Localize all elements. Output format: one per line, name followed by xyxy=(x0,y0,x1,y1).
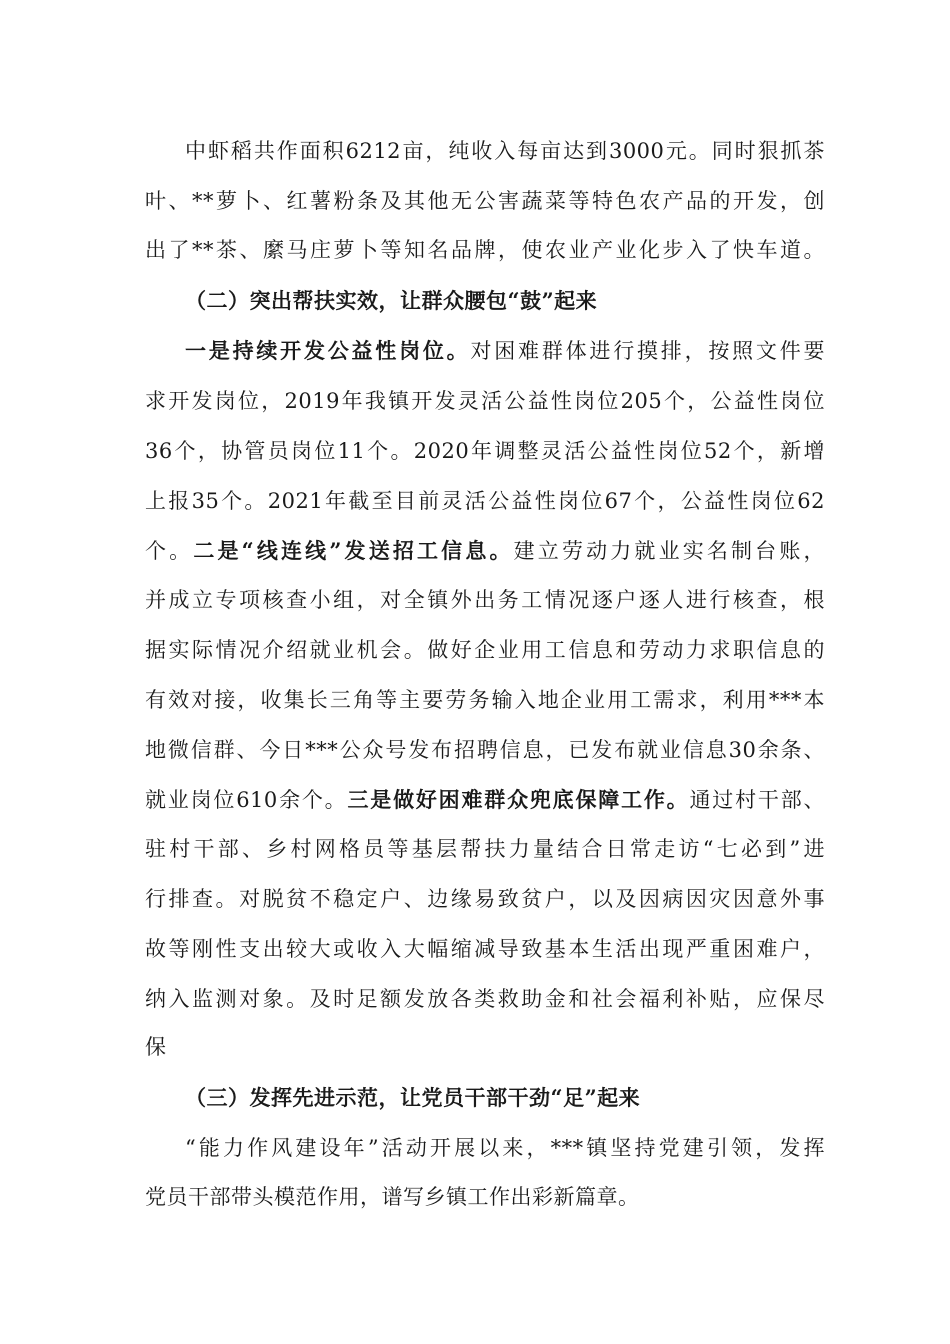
body-text: 中虾稻共作面积6212亩，纯收入每亩达到3000元。同时狠抓茶 xyxy=(185,139,825,163)
paragraph-line xyxy=(185,1133,825,1163)
bold-text: 三是做好困难群众兜底保障工作。 xyxy=(347,787,690,812)
paragraph-line xyxy=(145,1032,825,1062)
paragraph-line xyxy=(145,386,825,416)
body-text: 纳入监测对象。及时足额发放各类救助金和社会福利补贴，应保尽 xyxy=(145,987,825,1011)
body-text: 故等刚性支出较大或收入大幅缩减导致基本生活出现严重困难户， xyxy=(145,937,825,961)
body-text: 36个，协管员岗位11个。2020年调整灵活公益性岗位52个，新增 xyxy=(145,439,825,463)
body-text: 地微信群、今日***公众号发布招聘信息，已发布就业信息30余条、 xyxy=(145,738,825,762)
paragraph-line xyxy=(145,436,825,466)
body-text: 有效对接，收集长三角等主要劳务输入地企业用工需求，利用***本 xyxy=(145,688,825,712)
body-text: 叶、**萝卜、红薯粉条及其他无公害蔬菜等特色农产品的开发，创 xyxy=(145,189,825,213)
paragraph-line xyxy=(185,136,825,166)
paragraph-line xyxy=(145,235,825,265)
body-text: 出了**茶、縻马庄萝卜等知名品牌，使农业产业化步入了快车道。 xyxy=(145,238,825,262)
paragraph-line xyxy=(145,834,825,864)
paragraph-line xyxy=(145,884,825,914)
bold-text: （二）突出帮扶实效，让群众腰包“鼓”起来 xyxy=(185,288,598,313)
paragraph-line xyxy=(145,186,825,216)
paragraph-line xyxy=(145,635,825,665)
body-text: 个。 xyxy=(145,539,194,563)
bold-text: （三）发挥先进示范，让党员干部干劲“足”起来 xyxy=(185,1085,641,1110)
paragraph-line xyxy=(185,336,825,366)
body-text: 通过村干部、 xyxy=(689,788,826,812)
body-text: 党员干部带头模范作用，谱写乡镇工作出彩新篇章。 xyxy=(145,1185,640,1209)
body-text: 保 xyxy=(145,1035,167,1059)
body-text: 就业岗位610余个。 xyxy=(145,788,348,812)
body-text: 建立劳动力就业实名制台账， xyxy=(513,539,825,563)
body-text: 驻村干部、乡村网格员等基层帮扶力量结合日常走访“七必到”进 xyxy=(145,837,825,861)
bold-text: 一是持续开发公益性岗位。 xyxy=(185,338,471,363)
body-text: 据实际情况介绍就业机会。做好企业用工信息和劳动力求职信息的 xyxy=(145,638,825,662)
paragraph-line xyxy=(145,735,825,765)
paragraph-line xyxy=(145,685,825,715)
paragraph-line xyxy=(145,984,825,1014)
paragraph-line xyxy=(145,1182,825,1212)
paragraph-line xyxy=(145,785,825,815)
paragraph-line xyxy=(145,486,825,516)
section-heading xyxy=(185,1083,825,1113)
paragraph-line xyxy=(145,934,825,964)
body-text: 并成立专项核查小组，对全镇外出务工情况逐户逐人进行核查，根 xyxy=(145,588,825,612)
paragraph-line xyxy=(145,536,825,566)
body-text: 行排查。对脱贫不稳定户、边缘易致贫户，以及因病因灾因意外事 xyxy=(145,887,825,911)
body-text: 对困难群体进行摸排，按照文件要 xyxy=(470,339,826,363)
body-text: “能力作风建设年”活动开展以来，***镇坚持党建引领，发挥 xyxy=(185,1136,825,1160)
bold-text: 二是“线连线”发送招工信息。 xyxy=(193,538,514,563)
section-heading xyxy=(185,286,825,316)
body-text: 上报35个。2021年截至目前灵活公益性岗位67个，公益性岗位62 xyxy=(145,489,825,513)
body-text: 求开发岗位，2019年我镇开发灵活公益性岗位205个，公益性岗位 xyxy=(145,389,825,413)
paragraph-line xyxy=(145,585,825,615)
